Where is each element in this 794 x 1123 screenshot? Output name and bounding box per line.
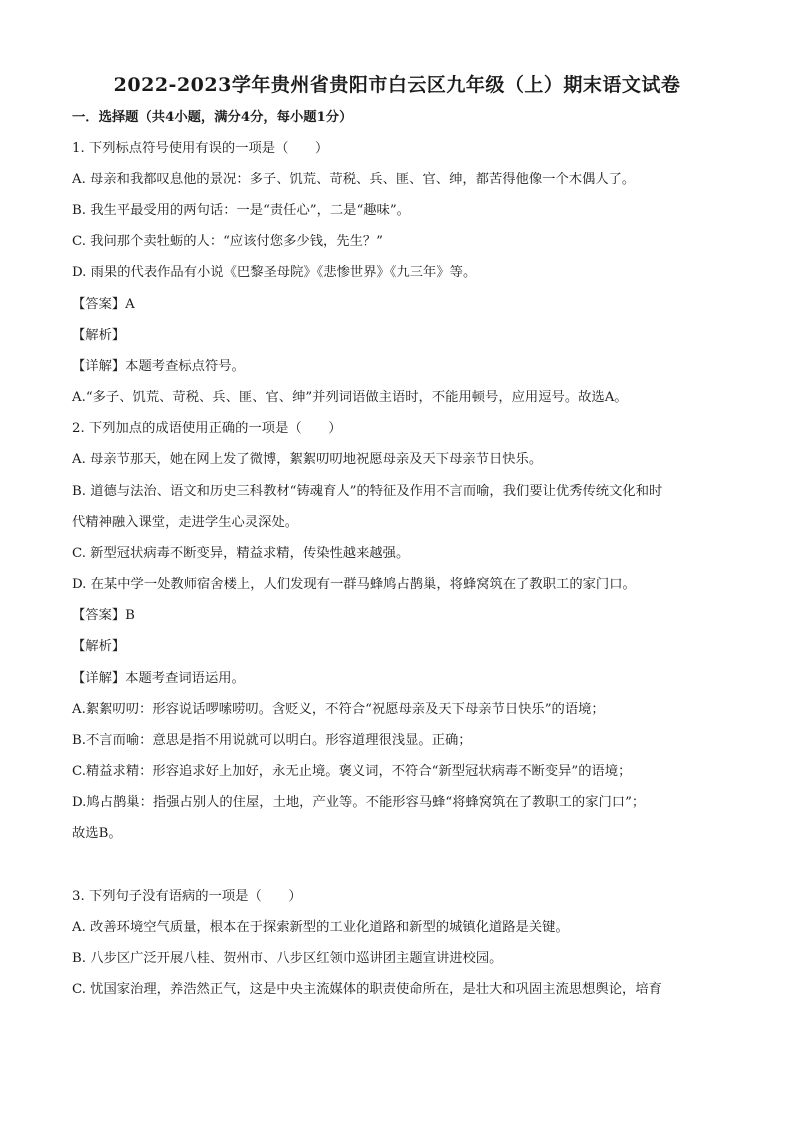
question-2-detail: 【详解】本题考查词语运用。 <box>72 671 245 686</box>
question-2-option-b-cont: 代精神融入课堂，走进学生心灵深处。 <box>72 515 299 530</box>
question-2-answer: 【答案】B <box>72 608 135 623</box>
question-1-option-c: C. 我问那个卖牡蛎的人：“应该付您多少钱，先生？” <box>72 234 383 249</box>
question-1-option-a: A. 母亲和我都叹息他的景况：多子、饥荒、苛税、兵、匪、官、绅，都苦得他像一个木偶人了。 <box>72 172 636 187</box>
question-2-explanation-b: B.不言而喻：意思是指不用说就可以明白。形容道理很浅显。正确； <box>72 733 472 748</box>
question-3-stem: 3. 下列句子没有语病的一项是（ ） <box>72 889 302 904</box>
question-2-stem: 2. 下列加点的成语使用正确的一项是（ ） <box>72 421 342 436</box>
question-1-analysis-label: 【解析】 <box>72 328 126 343</box>
page-title: 2022-2023学年贵州省贵阳市白云区九年级（上）期末语文试卷 <box>113 74 681 96</box>
question-1-answer: 【答案】A <box>72 297 135 312</box>
question-2-option-c: C. 新型冠状病毒不断变异，精益求精，传染性越来越强。 <box>72 546 410 561</box>
question-1-stem: 1. 下列标点符号使用有误的一项是（ ） <box>72 141 329 156</box>
question-2-explanation-d: D.鸠占鹊巢：指强占别人的住屋，土地，产业等。不能形容马蜂“将蜂窝筑在了教职工的家门口”； <box>72 795 646 810</box>
question-2-explanation-c: C.精益求精：形容追求好上加好，永无止境。褒义词，不符合“新型冠状病毒不断变异”的语境； <box>72 764 632 779</box>
question-1-option-d: D. 雨果的代表作品有小说《巴黎圣母院》《悲惨世界》《九三年》等。 <box>72 265 477 280</box>
question-2-explanation-a: A.絮絮叨叨：形容说话啰嗦唠叨。含贬义，不符合“祝愿母亲及天下母亲节日快乐”的语境； <box>72 702 605 717</box>
question-2-option-b: B. 道德与法治、语文和历史三科教材“铸魂育人”的特征及作用不言而喻，我们要让优秀传统文化和时 <box>72 484 663 499</box>
question-3-option-a: A. 改善环境空气质量，根本在于探索新型的工业化道路和新型的城镇化道路是关键。 <box>72 920 569 935</box>
question-1-detail: 【详解】本题考查标点符号。 <box>72 359 245 374</box>
question-2-option-a: A. 母亲节那天，她在网上发了微博，絮絮叨叨地祝愿母亲及天下母亲节日快乐。 <box>72 452 543 467</box>
question-3-option-c: C. 忧国家治理，养浩然正气，这是中央主流媒体的职责使命所在，是壮大和巩固主流思想舆论，培育 <box>72 982 662 997</box>
question-2-conclusion: 故选B。 <box>72 826 122 841</box>
question-2-option-d: D. 在某中学一处教师宿舍楼上，人们发现有一群马蜂鸠占鹊巢，将蜂窝筑在了教职工的家门口。 <box>72 577 636 592</box>
section-heading: 一．选择题（共4小题，满分4分，每小题1分） <box>72 110 353 125</box>
question-1-option-b: B. 我生平最受用的两句话：一是“责任心”，二是“趣味”。 <box>72 203 410 218</box>
question-3-option-b: B. 八步区广泛开展八桂、贺州市、八步区红领巾巡讲团主题宣讲进校园。 <box>72 951 503 966</box>
question-2-analysis-label: 【解析】 <box>72 639 126 654</box>
question-1-explanation: A.“多子、饥荒、苛税、兵、匪、官、绅”并列词语做主语时，不能用顿号，应用逗号。故选A。 <box>72 390 628 405</box>
